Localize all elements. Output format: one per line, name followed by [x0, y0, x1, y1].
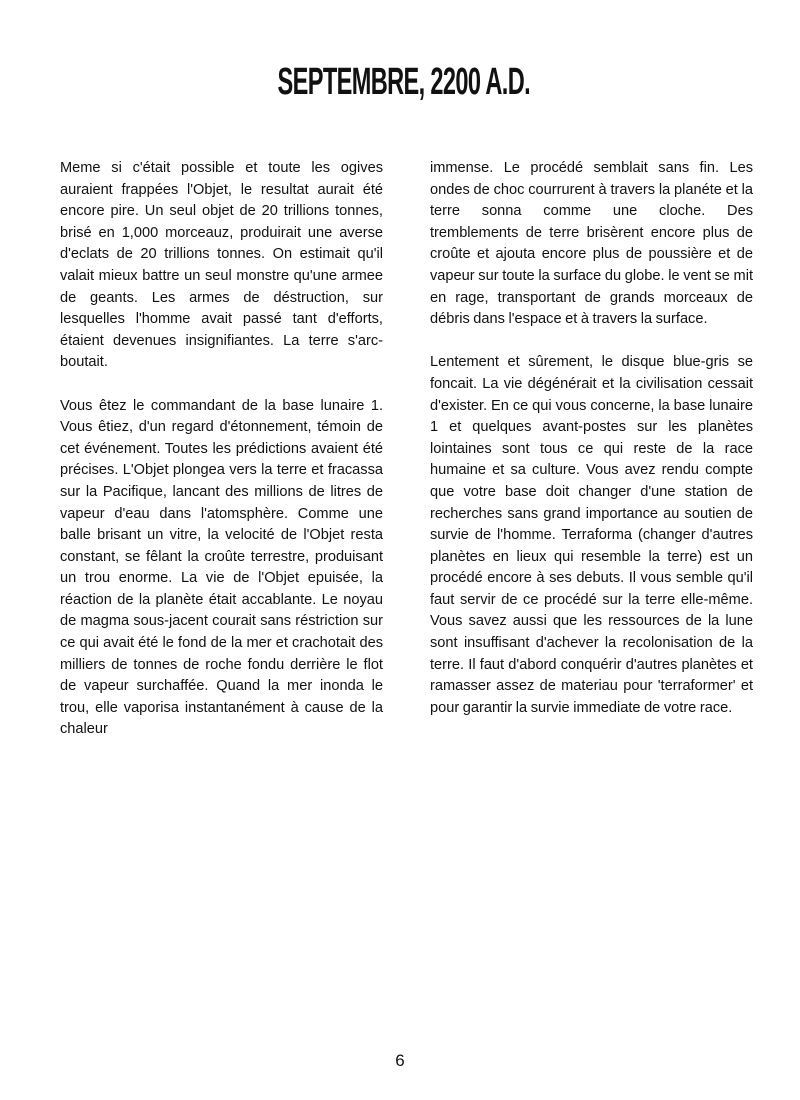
page-number: 6 [395, 1051, 405, 1070]
right-column [430, 158, 753, 741]
paragraph: Meme si c'était possible et toute les ogives auraient frappées l'Objet, le resultat aurait été encore pire. Un seul objet de 20 trillions tonnes, brisé en 1,000 morceauz, produirait une averse d'eclats de 20 trillions tonnes. On estimait qu'il valait mieux battre un seul monstre qu'une armee de geants. Les armes de déstruction, sur lesquelles l'homme avait passé tant d'efforts, étaient devenues insignifiantes. La terre s'arc-boutait. [60, 160, 383, 371]
paragraph: Vous êtez le commandant de la base lunaire 1. Vous êtiez, d'un regard d'étonnement, témoin de cet événement. Toutes les prédictions avaient été précises. L'Objet plongea vers la terre et fracassa sur la Pacifique, lancant des millions de litres de vapeur d'eau dans l'atomsphère. Comme une balle brisant un vitre, la velocité de l'Objet resta constant, se fêlant la croûte terrestre, produisant un trou enorme. La vie de l'Objet epuisée, la réaction de la planète était accablante. Le noyau de magma sous-jacent courait sans réstriction sur ce qui avait été le fond de la mer et crachotait des milliers de tonnes de roche fondu derrière le flot de vapeur surchaffée. Quand la mer inonda le trou, elle vaporisa instantanément à cause de la chaleur [60, 397, 383, 738]
page-title: SEPTEMBRE, 2200 A.D. [277, 61, 531, 103]
left-column [60, 158, 383, 763]
paragraph: immense. Le procédé semblait sans fin. Les ondes de choc courrurent à travers la planéte et la terre sonna comme une cloche. Des tremblements de terre brisèrent encore plus de croûte et ajouta encore plus de poussière et de vapeur sur toute la surface du globe. le vent se mit en rage, transportant de grands morceaux de débris dans l'espace et à travers la surface. [430, 160, 753, 328]
paragraph: Lentement et sûrement, le disque blue-gris se foncait. La vie dégénérait et la civilisation cessait d'exister. En ce qui vous concerne, la base lunaire 1 et quelques avant-postes sur les planètes lointaines sont tous ce qui reste de la race humaine et sa culture. Vous avez rendu compte que votre base doit changer d'une station de recherches sans grand importance au soutien de survie de l'homme. Terraforma (changer d'autres planètes en lieux qui resemble la terre) est un procédé encore à ses debuts. Il vous semble qu'il faut servir de ce procédé sur la terre elle-même. Vous savez aussi que les ressources de la lune sont insuffisant d'achever la recolonisation de la terre. Il faut d'abord conquérir d'autres planètes et ramasser assez de materiau pour 'terraformer' et pour garantir la survie immediate de votre race. [430, 354, 753, 716]
